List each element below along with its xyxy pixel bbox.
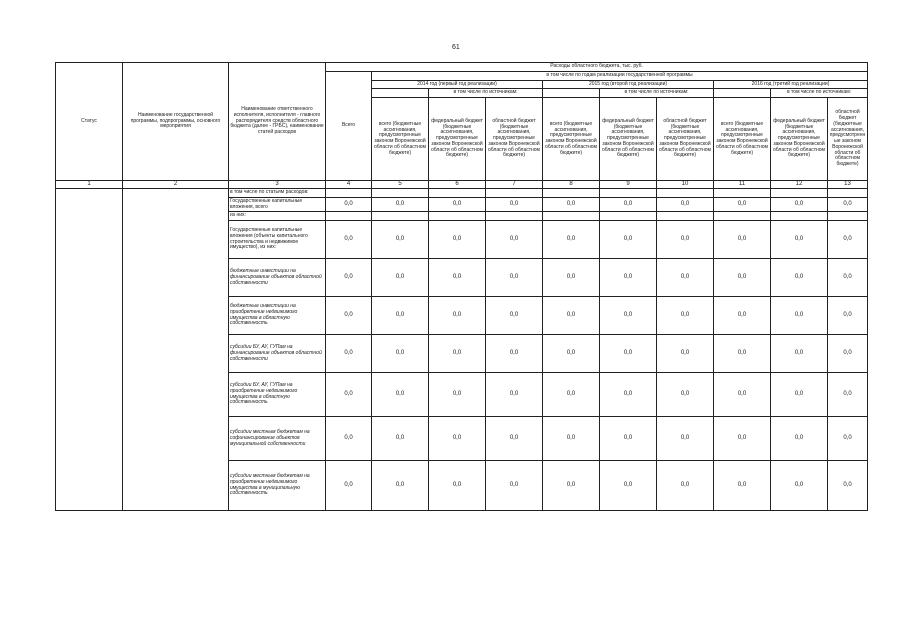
value-cell: 0,0 [771,221,828,259]
value-cell: 0,0 [486,221,543,259]
value-cell: 0,0 [714,461,771,511]
table-row [56,188,868,197]
header-by-years: в том числе по годам реализации государственной программы [372,71,868,80]
value-cell [714,212,771,221]
row-label: субсидии местным бюджетам на софинансирование объектов муниципальной собственности [229,417,326,461]
row-label: Государственные капитальные вложения, всего [229,197,326,212]
value-cell: 0,0 [828,259,868,297]
value-cell: 0,0 [543,297,600,335]
header-total: Всего [326,71,372,180]
page-number: 61 [452,44,460,51]
header-expenses-title: Расходы областного бюджета, тыс. руб. [326,63,868,72]
value-cell: 0,0 [714,335,771,373]
value-cell: 0,0 [486,197,543,212]
header-source-all-2015: всего (бюджетные ассигнования, предусмотренные законом Воронежской области об областном бюджете) [543,98,600,181]
value-cell [429,188,486,197]
value-cell: 0,0 [429,461,486,511]
value-cell: 0,0 [657,259,714,297]
value-cell [714,188,771,197]
header-year-2015: 2015 год (второй год реализации) [543,80,714,89]
column-number: 1 [56,181,123,189]
value-cell [657,188,714,197]
column-number: 4 [326,181,372,189]
value-cell [771,188,828,197]
value-cell: 0,0 [543,335,600,373]
value-cell: 0,0 [372,461,429,511]
header-blank-2016 [714,89,771,98]
value-cell: 0,0 [326,417,372,461]
value-cell: 0,0 [486,373,543,417]
value-cell: 0,0 [543,197,600,212]
value-cell: 0,0 [326,461,372,511]
value-cell: 0,0 [771,259,828,297]
value-cell [326,212,372,221]
row-label: бюджетные инвестиции на финансирование объектов областной собственности [229,259,326,297]
value-cell: 0,0 [828,197,868,212]
value-cell: 0,0 [372,335,429,373]
value-cell: 0,0 [543,373,600,417]
value-cell: 0,0 [372,259,429,297]
value-cell: 0,0 [429,259,486,297]
value-cell: 0,0 [600,373,657,417]
value-cell: 0,0 [600,259,657,297]
value-cell: 0,0 [771,373,828,417]
row-label: субсидии БУ, АУ, ГУПам на приобретение недвижимого имущества в областную собственность [229,373,326,417]
column-numbers-row [56,181,868,189]
value-cell: 0,0 [372,297,429,335]
value-cell: 0,0 [714,221,771,259]
value-cell: 0,0 [543,221,600,259]
value-cell: 0,0 [429,297,486,335]
row-label: субсидии местным бюджетам на приобретение недвижимого имущества в муниципальную собственность [229,461,326,511]
column-number: 3 [229,181,326,189]
value-cell: 0,0 [828,297,868,335]
value-cell: 0,0 [429,197,486,212]
value-cell: 0,0 [657,461,714,511]
value-cell: 0,0 [600,221,657,259]
header-sources-2015: в том числе по источникам: [600,89,714,98]
value-cell: 0,0 [429,335,486,373]
value-cell: 0,0 [828,417,868,461]
value-cell: 0,0 [429,221,486,259]
value-cell [600,188,657,197]
status-cell [56,188,123,510]
column-number: 2 [123,181,229,189]
value-cell: 0,0 [326,335,372,373]
value-cell [429,212,486,221]
column-number: 11 [714,181,771,189]
value-cell [543,188,600,197]
value-cell: 0,0 [771,297,828,335]
row-label: субсидии БУ, АУ, ГУПам на финансирование объектов областной собственности [229,335,326,373]
value-cell: 0,0 [714,373,771,417]
header-source-all-2016: всего (бюджетные ассигнования, предусмотренные законом Воронежской области об областном бюджете) [714,98,771,181]
column-number: 8 [543,181,600,189]
value-cell: 0,0 [429,373,486,417]
value-cell: 0,0 [714,297,771,335]
header-blank-2014 [372,89,429,98]
column-number: 9 [600,181,657,189]
value-cell [372,212,429,221]
value-cell: 0,0 [372,373,429,417]
value-cell: 0,0 [326,221,372,259]
budget-table [55,62,868,511]
row-label: бюджетные инвестиции на приобретение недвижимого имущества в областную собственность [229,297,326,335]
value-cell: 0,0 [771,461,828,511]
header-source-federal-2014: федеральный бюджет (бюджетные ассигнования, предусмотренные законом Воронежской области об областном бюджете) [429,98,486,181]
value-cell: 0,0 [714,197,771,212]
value-cell [486,188,543,197]
value-cell: 0,0 [771,417,828,461]
value-cell: 0,0 [657,221,714,259]
value-cell: 0,0 [657,197,714,212]
value-cell [326,188,372,197]
value-cell: 0,0 [600,297,657,335]
value-cell: 0,0 [657,373,714,417]
value-cell: 0,0 [657,417,714,461]
header-year-2014: 2014 год (первый год реализации) [372,80,543,89]
header-source-all-2014: всего (бюджетные ассигнования, предусмотренные законом Воронежской области об областном бюджете) [372,98,429,181]
column-number: 7 [486,181,543,189]
header-blank-2015 [543,89,600,98]
header-sources-2014: в том числе по источникам: [429,89,543,98]
value-cell [657,212,714,221]
value-cell: 0,0 [486,297,543,335]
row-label: в том числе по статьям расходов: [229,188,326,197]
value-cell: 0,0 [600,197,657,212]
column-number: 13 [828,181,868,189]
value-cell: 0,0 [326,373,372,417]
value-cell [372,188,429,197]
value-cell: 0,0 [486,461,543,511]
value-cell: 0,0 [657,335,714,373]
value-cell [828,212,868,221]
value-cell: 0,0 [600,335,657,373]
value-cell [600,212,657,221]
value-cell: 0,0 [326,259,372,297]
column-number: 10 [657,181,714,189]
program-cell [123,188,229,510]
value-cell: 0,0 [771,335,828,373]
value-cell: 0,0 [828,373,868,417]
value-cell: 0,0 [600,417,657,461]
column-number: 6 [429,181,486,189]
header-executor: Наименование ответственного исполнителя, исполнителя - главного распорядителя средств областного бюджета (далее - ГРБС), наименование статей расходов [229,63,326,181]
column-number: 5 [372,181,429,189]
value-cell: 0,0 [372,417,429,461]
value-cell: 0,0 [326,297,372,335]
value-cell: 0,0 [771,197,828,212]
value-cell: 0,0 [714,259,771,297]
value-cell: 0,0 [543,417,600,461]
value-cell: 0,0 [828,221,868,259]
value-cell [828,188,868,197]
header-source-federal-2015: федеральный бюджет (бюджетные ассигнования, предусмотренные законом Воронежской области об областном бюджете) [600,98,657,181]
header-status: Статус [56,63,123,181]
value-cell: 0,0 [486,335,543,373]
value-cell: 0,0 [828,335,868,373]
value-cell: 0,0 [326,197,372,212]
row-label: Государственные капитальные вложения (объекты капитального строительства и недвижимое имущество), из них: [229,221,326,259]
value-cell: 0,0 [714,417,771,461]
value-cell: 0,0 [372,197,429,212]
header-year-2016: 2016 год (третий год реализации) [714,80,868,89]
header-program-name: Наименование государственной программы, подпрограммы, основного мероприятия [123,63,229,181]
value-cell: 0,0 [372,221,429,259]
value-cell: 0,0 [429,417,486,461]
value-cell: 0,0 [828,461,868,511]
row-label: из них: [229,212,326,221]
value-cell [771,212,828,221]
value-cell [543,212,600,221]
header-source-regional-2015: областной бюджет (бюджетные ассигнования, предусмотренные законом Воронежской области об областном бюджете) [657,98,714,181]
value-cell [486,212,543,221]
value-cell: 0,0 [543,259,600,297]
header-source-regional-2014: областной бюджет (бюджетные ассигнования, предусмотренные законом Воронежской области об областном бюджете) [486,98,543,181]
value-cell: 0,0 [657,297,714,335]
value-cell: 0,0 [486,259,543,297]
header-source-federal-2016: федеральный бюджет (бюджетные ассигнования, предусмотренные законом Воронежской области об областном бюджете) [771,98,828,181]
header-sources-2016: в том числе по источникам: [771,89,868,98]
value-cell: 0,0 [600,461,657,511]
value-cell: 0,0 [486,417,543,461]
column-number: 12 [771,181,828,189]
header-source-regional-2016: областной бюджет (бюджетные ассигнования, предусмотренные законом Воронежской области об областном бюджете) [828,98,868,181]
value-cell: 0,0 [543,461,600,511]
